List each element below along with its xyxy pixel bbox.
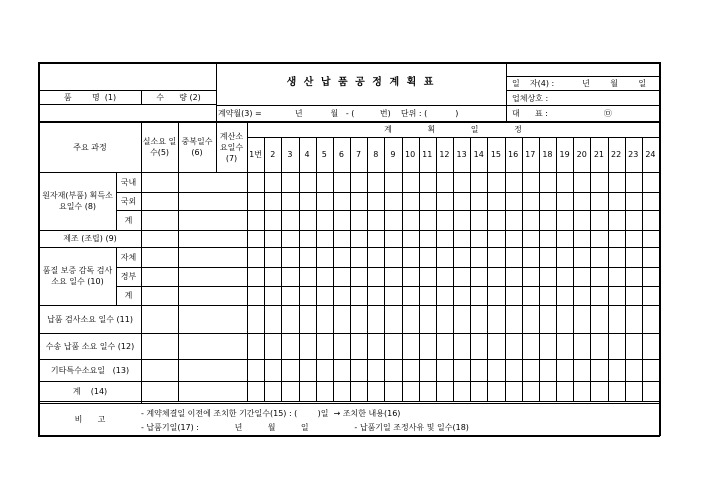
representative-line: 대 표 : ㉤ — [512, 108, 612, 118]
grid-line — [141, 90, 142, 104]
quantity-label: 수 량 (2) — [156, 92, 201, 102]
transport-delivery-label: 수송 납품 소요 일수 (12) — [45, 341, 135, 351]
grid-line — [38, 401, 659, 402]
remarks-label: 비 고 — [74, 414, 106, 424]
grid-line — [116, 172, 117, 230]
foreign-label: 국외 — [120, 196, 137, 206]
day-number-cell: 22 — [610, 150, 622, 159]
grid-line — [38, 305, 659, 306]
grid-line — [453, 137, 454, 401]
day-number-cell: 7 — [356, 150, 362, 159]
grid-line — [38, 381, 659, 382]
day-number-cell: 16 — [507, 150, 519, 159]
plan-schedule-header: 계 획 일 정 — [384, 124, 522, 134]
grid-line — [625, 137, 626, 401]
day-number-cell: 21 — [593, 150, 604, 159]
form-title: 생 산 납 품 공 정 계 획 표 — [286, 76, 436, 88]
grid-line — [38, 435, 660, 437]
day-number-cell: 24 — [645, 150, 656, 159]
day-number-cell: 1번 — [249, 150, 262, 159]
day-number-cell: 4 — [304, 150, 310, 159]
day-number-cell: 17 — [525, 150, 536, 159]
day-number-cell: 15 — [490, 150, 501, 159]
day-number-cell: 13 — [456, 150, 467, 159]
grid-line — [556, 137, 557, 401]
grid-line — [38, 90, 216, 91]
grid-line — [38, 359, 659, 360]
total-label: 계 (14) — [72, 386, 108, 396]
day-number-cell: 23 — [628, 150, 639, 159]
raw-subtotal-label: 계 — [124, 215, 133, 225]
grid-line — [642, 137, 643, 401]
grid-line — [38, 104, 216, 105]
grid-line — [367, 137, 368, 401]
gov-label: 경부 — [120, 272, 137, 281]
grid-line — [116, 247, 117, 305]
grid-line — [436, 137, 437, 401]
grid-line — [38, 403, 659, 404]
grid-line — [506, 90, 659, 91]
other-special-label: 기타특수소요일 (13) — [50, 365, 130, 375]
day-number-cell: 10 — [404, 150, 416, 159]
remarks-line-2: - 납품기일(17) : 년 월 일 - 납품기일 조정사유 및 일수(18) — [141, 422, 469, 432]
grid-line — [384, 137, 385, 401]
grid-line — [333, 137, 334, 401]
grid-line — [281, 137, 282, 401]
grid-line — [116, 210, 659, 211]
grid-line — [141, 121, 142, 403]
actual-days-header: 실소요 일수(5) — [142, 137, 177, 157]
self-label: 자체 — [120, 252, 137, 262]
inspection-label: 품질 보증 감독 검사 소요 일수 (10) — [42, 266, 113, 286]
inspection-subtotal-label: 계 — [124, 291, 133, 300]
grid-line — [506, 76, 659, 77]
day-number-cell: 11 — [422, 150, 433, 159]
grid-line — [659, 62, 661, 436]
grid-line — [38, 62, 660, 64]
grid-line — [38, 230, 659, 231]
date-line: 일 자(4) : 년 월 일 — [512, 78, 647, 88]
grid-line — [264, 137, 265, 401]
day-number-cell: 3 — [287, 150, 293, 159]
grid-line — [116, 192, 659, 193]
day-number-cell: 14 — [473, 150, 484, 159]
grid-line — [38, 62, 40, 436]
grid-line — [116, 286, 659, 287]
grid-line — [522, 137, 523, 401]
manufacture-label: 제조 (조립) (9) — [63, 234, 117, 243]
domestic-label: 국내 — [120, 177, 137, 187]
grid-line — [487, 137, 488, 401]
grid-line — [316, 137, 317, 401]
grid-line — [38, 247, 659, 248]
grid-line — [350, 137, 351, 401]
grid-line — [402, 137, 403, 401]
item-name-label: 품 명 (1) — [63, 92, 117, 102]
day-number-cell: 2 — [270, 150, 276, 159]
grid-line — [470, 137, 471, 401]
grid-line — [419, 137, 420, 401]
day-number-cell: 20 — [576, 150, 587, 159]
day-number-cell: 12 — [439, 150, 450, 159]
day-number-cell: 19 — [559, 150, 570, 159]
day-number-cell: 8 — [373, 150, 379, 159]
delivery-inspection-label: 납품 검사소요 일수 (11) — [47, 314, 133, 324]
grid-line — [38, 121, 659, 123]
grid-line — [573, 137, 574, 401]
grid-line — [216, 105, 659, 106]
grid-line — [590, 137, 591, 401]
calc-days-header: 계산소 요일수 (7) — [219, 131, 244, 163]
grid-line — [608, 137, 609, 401]
day-number-cell: 5 — [321, 150, 327, 159]
grid-line — [539, 137, 540, 401]
contract-month-line: 계약월(3) = 년 월 - ( 번) 단위 : ( ) — [218, 108, 459, 118]
overlap-days-header: 중복일수 (6) — [181, 137, 213, 157]
day-number-cell: 6 — [338, 150, 344, 159]
raw-material-label: 원자재(부품) 획득소요일수 (8) — [42, 191, 113, 211]
grid-line — [505, 137, 506, 401]
day-number-cell: 18 — [542, 150, 553, 159]
grid-line — [116, 267, 659, 268]
grid-line — [506, 62, 507, 122]
remarks-line-1: - 계약체결일 이전에 조치한 기간일수(15) : ( )일 → 조치한 내용(16) — [141, 408, 401, 418]
grid-line — [38, 172, 659, 173]
grid-line — [299, 137, 300, 401]
grid-line — [216, 62, 217, 172]
main-process-header: 주요 과정 — [73, 142, 107, 152]
company-name-line: 업체상호 : — [512, 93, 549, 103]
grid-line — [38, 333, 659, 334]
day-number-cell: 9 — [390, 150, 396, 159]
